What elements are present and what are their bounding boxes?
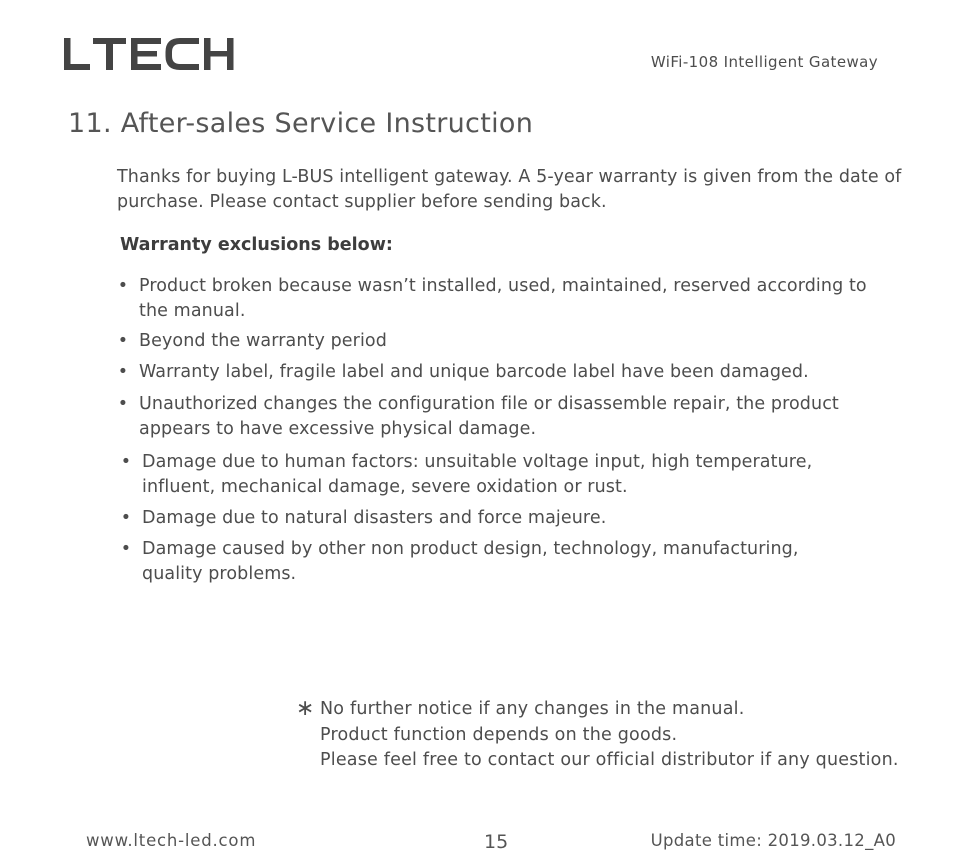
bullet-icon: •: [117, 362, 129, 382]
bullet-icon: •: [117, 331, 129, 351]
exclusion-text: Warranty label, fragile label and unique barcode label have been damaged.: [139, 362, 809, 382]
bullet-icon: •: [120, 452, 132, 472]
exclusion-item: [120, 450, 842, 500]
exclusion-text: Unauthorized changes the configuration file or disassemble repair, the product appears to have excessive physical damage.: [139, 394, 839, 439]
bullet-icon: •: [120, 508, 132, 528]
exclusion-item: [117, 392, 859, 442]
document-title: WiFi-108 Intelligent Gateway: [650, 53, 878, 71]
exclusion-text: Damage due to natural disasters and force majeure.: [142, 508, 607, 528]
exclusion-text: Damage caused by other non product design, technology, manufacturing, quality problems.: [142, 539, 799, 584]
exclusions-heading: Warranty exclusions below:: [120, 235, 393, 255]
notice-block: [296, 696, 920, 774]
update-time: Update time: 2019.03.12_A0: [650, 831, 896, 850]
exclusion-item: [117, 329, 879, 354]
section-heading: 11. After-sales Service Instruction: [68, 108, 534, 139]
notice-line: Product function depends on the goods.: [320, 724, 678, 745]
exclusion-item: [120, 506, 862, 531]
bullet-icon: •: [120, 539, 132, 559]
ltech-logo: [64, 36, 236, 74]
notice-line: No further notice if any changes in the manual.: [320, 699, 745, 719]
exclusion-text: Beyond the warranty period: [139, 331, 387, 351]
exclusion-item: [120, 537, 862, 587]
exclusion-text: Product broken because wasn’t installed, used, maintained, reserved according to the manual.: [139, 276, 867, 321]
bullet-icon: •: [117, 394, 129, 414]
bullet-icon: •: [117, 276, 129, 296]
exclusion-item: [117, 360, 879, 385]
exclusion-text: Damage due to human factors: unsuitable voltage input, high temperature, influent, mechanical damage, severe oxidation or rust.: [142, 452, 813, 497]
page-number: 15: [484, 831, 509, 853]
notice-line: Please feel free to contact our official distributor if any question.: [320, 750, 899, 770]
website-link[interactable]: www.ltech-led.com: [86, 831, 257, 850]
warranty-intro: Thanks for buying L-BUS intelligent gateway. A 5-year warranty is given from the date of purchase. Please contact supplier before sending back.: [117, 167, 902, 212]
exclusion-item: [117, 274, 879, 324]
asterisk-icon: ∗: [296, 696, 315, 721]
